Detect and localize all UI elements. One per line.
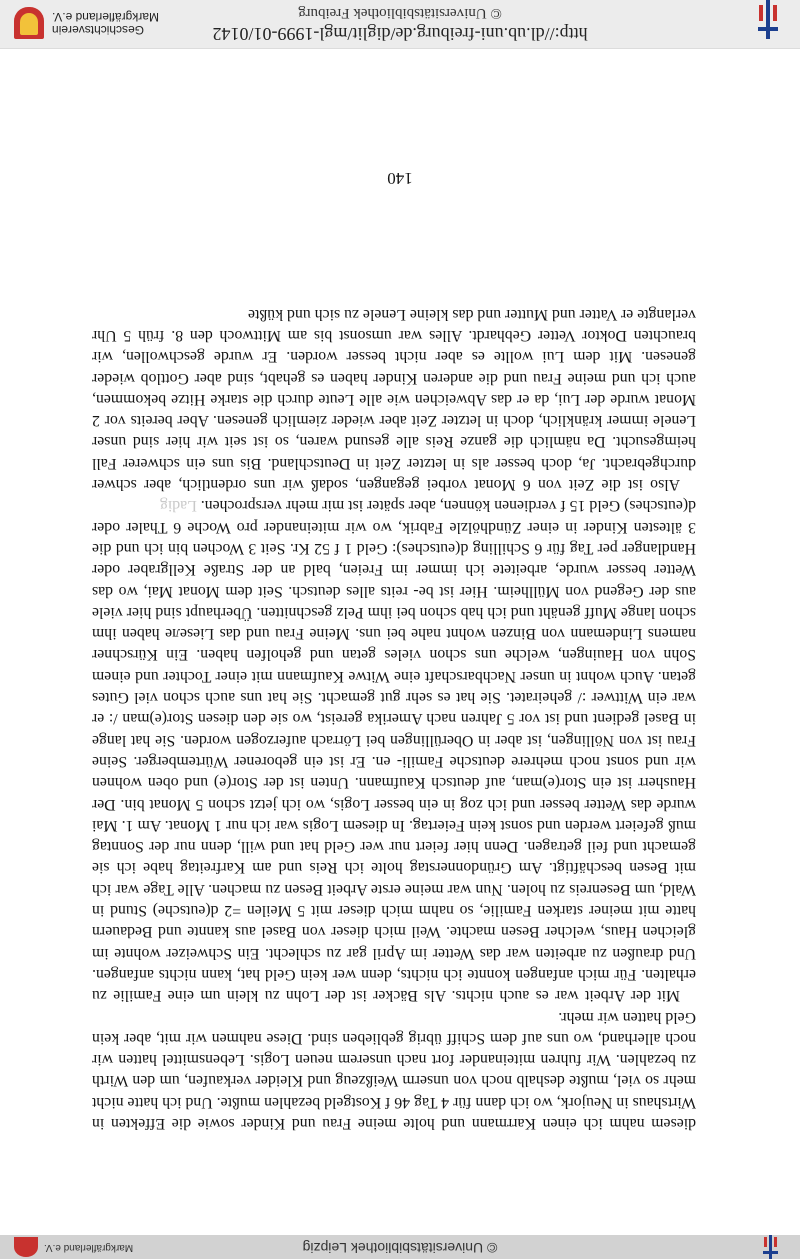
text-line: mich dieser von Basel aus kannte und Bedauern hatte mit meiner starken Familie, so: [92, 902, 696, 941]
text-line: schwer durchgebracht. Ja, doch besser als in letzter Zeit in Deutschland. Bis uns: [92, 454, 696, 494]
text-line: brauchten Doktor Vetter Gebhardt. Alles war umsonst bis am Mittwoch den 8.: [171, 327, 696, 345]
text-line: Also ist die Zeit von 6 Monat vorbei gegangen, sodaß wir uns ordentlich, aber: [143, 476, 680, 494]
text-line: beschäftigt. Am Gründonnerstag holte ich Reis und am Karfreitag habe ich sie: [91, 859, 623, 877]
footer: [0, 0, 800, 49]
text-line: ist seit wir hier sind unser Lenele immer kränklich, doch in letzter Zeit aber: [92, 412, 696, 451]
footer-org: [52, 10, 162, 36]
text-line: nahm mich dieser mit 5 Meilen =2 d(eutsche) Stund in Wald, um Besenreis zu: [92, 880, 696, 920]
text-line: und das Lieseле haben ihm schon lange Muff genäht und ich hab schon bei ihm Pelz: [92, 603, 696, 643]
footer-org-line2: Markgräflerland e.V.: [52, 10, 159, 24]
text-line: reits alles deutsch. Seit dem Monat Mai, wo das Wetter besser wurde, arbeitete ich: [91, 561, 696, 600]
top-banner: [0, 1235, 800, 1259]
text-line: Sonntag muß gefeiert werden und sonst kein Feiertag. In diesem Logis war ich nur 1: [91, 816, 696, 856]
text-line: Schiff übrig geblieben sind. Diese nahmen wir mit, aber kein Geld hatten wir mehr.: [92, 1008, 696, 1047]
page-number: 140: [387, 169, 413, 188]
text-line: Monat. Am 1. Mai wurde das Wetter besser und ich zog in ein besser Logis, wo ich: [91, 795, 696, 834]
text-line: unserem neuen Logis. Lebensmittel hatten wir noch allerhand, wo uns auf dem: [92, 1029, 696, 1069]
footer-org-line1: Geschichtsverein: [52, 23, 145, 37]
text-line: wieder ziemlich genesen. Aber bereits vor 2 Monat wurde der Lui, da er das: [92, 390, 696, 430]
text-line: kann nichts anfangen. Und draußen zu arbeiten war das Wetter im April gar zu: [92, 944, 696, 983]
coat-of-arms-icon: [14, 7, 44, 39]
footer-copyright: © Universitätsbibliothek Freiburg: [298, 5, 502, 21]
text-line: holen. Nun war meine erste Arbeit Besen zu machen. Alle Tage war ich mit Besen: [92, 859, 696, 898]
text-line: en. Er ist ein geborener Würtemberger. Seine Frau ist von Nöllingen, ist aber in: [91, 731, 696, 770]
text-line: Familie zu erhalten. Für mich anfangen konnte ich nichts, denn wer kein Geld hat,: [92, 965, 696, 1005]
paragraph: [92, 303, 696, 495]
paragraph: [92, 1006, 696, 1134]
text-line: Wittwer :/ geheiratet. Sie hat es sehr gut gemacht. Sie hat uns auch schon viel Gutes: [91, 689, 643, 707]
text-line: Oberüllingen bei Lörrach auferzogen worden. Sie hat lange in Basel gedient und ist: [91, 710, 696, 749]
faded-ink-mark: Ladig: [159, 497, 197, 515]
text-line: Frau und die anderen Kinder haben es gehabt, sind aber Gottlob wieder genesen.: [92, 348, 696, 387]
text-line: früh 5 Uhr verlangte er Vatter und Mutter und das kleine Lenele zu sich und küßte: [92, 305, 696, 345]
text-line: Schilling d(eutsches): Geld 1 f 52 Kr. Seit 3 Wochen bin ich und die 3 ältesten: [92, 518, 696, 557]
top-banner-text: © Universitätsbibliothek Leipzig: [302, 1240, 498, 1256]
top-banner-org: Markgräflerland e.V.: [44, 1242, 134, 1253]
crest-icon: [14, 1237, 38, 1257]
footer-url[interactable]: http://dl.ub.uni-freiburg.de/diglit/mgl-1999-01/0142: [212, 24, 588, 44]
text-line: mußte. Und ich hatte nicht mehr so viel, mußte deshalb noch von unserm Weißzeug: [92, 1072, 696, 1111]
text-line: Unten ist der Stor(e) und oben wohnen wir und sonst noch mehrere deutsche Famili-: [92, 752, 696, 792]
text-line: Mit dem Lui wollte es aber nicht besser worden. Er wurde geschwollen, wir: [91, 348, 633, 366]
text-line: Abweichen wie alle Leute durch die starke Hitze bekommen, auch ich und meine: [91, 369, 696, 408]
text-line: immer im Freien, bald an der Straße Kellgraber oder Handlanger per Tag für 6: [91, 539, 696, 579]
text-line: Mit der Arbeit war es auch nichts. Als Bäcker ist der Lohn zu klein um eine: [167, 987, 680, 1005]
text-line: schlecht. Ein Schweizer wohnte im gleichen Haus, welcher Besen machte. Weil: [92, 923, 696, 962]
text-line: diesem nahm ich einen Karrmann und holte meine Frau und Kinder sowie die: [171, 1115, 696, 1132]
text-line: d(eutsches) Geld 15 f verdienen können, aber später ist mir mehr versprochen.: [200, 497, 696, 515]
text-line: Ein Kürschner namens Lindemann von Binzen wohnt nahe bei uns. Meine Frau: [92, 625, 696, 664]
text-line: vor 5 Jahren nach Amerika gereist, wo sie den diesen Stor(e)man /: er war ein: [91, 689, 696, 728]
document-body: [92, 303, 696, 1134]
paragraph: [92, 495, 696, 1006]
text-line: Kinder in einer Zündhölzle Fabrik, wo wir miteinander pro Woche 6 Thaler oder: [92, 518, 628, 536]
text-line: ein schwerer Fall heimgesucht. Da nämlich die ganze Reis alle gesund waren, so: [91, 433, 696, 472]
text-line: gemacht und feil getragen. Denn hier feiert nur wer Geld hat und will, denn nur der: [149, 838, 696, 856]
text-line: Effekten in Wirtshaus in Neujork, wo ich dann für 4 Tag 46 f Kostgeld bezahlen: [92, 1093, 696, 1132]
text-line: jetzt schon 5 Monat bin. Der Hausherr ist ein Stor(e)man, auf deutsch Kaufmann.: [92, 774, 696, 813]
text-line: und einem Sohn von Hauingen, welche uns schon vieles getan und geholfen haben.: [92, 646, 696, 685]
text-line: geschnitten. Überhaupt sind hier viele aus der Gegend von Müllheim. Hier ist be-: [92, 582, 696, 621]
text-line: getan. Auch wohnt in unser Nachbarschaft eine Witwe Kaufmann mit einer Tochter: [163, 667, 696, 685]
text-line: und Kleider verkaufen, um den Wirth zu bezahlen. Wir fuhren miteinander fort nach: [92, 1051, 696, 1090]
